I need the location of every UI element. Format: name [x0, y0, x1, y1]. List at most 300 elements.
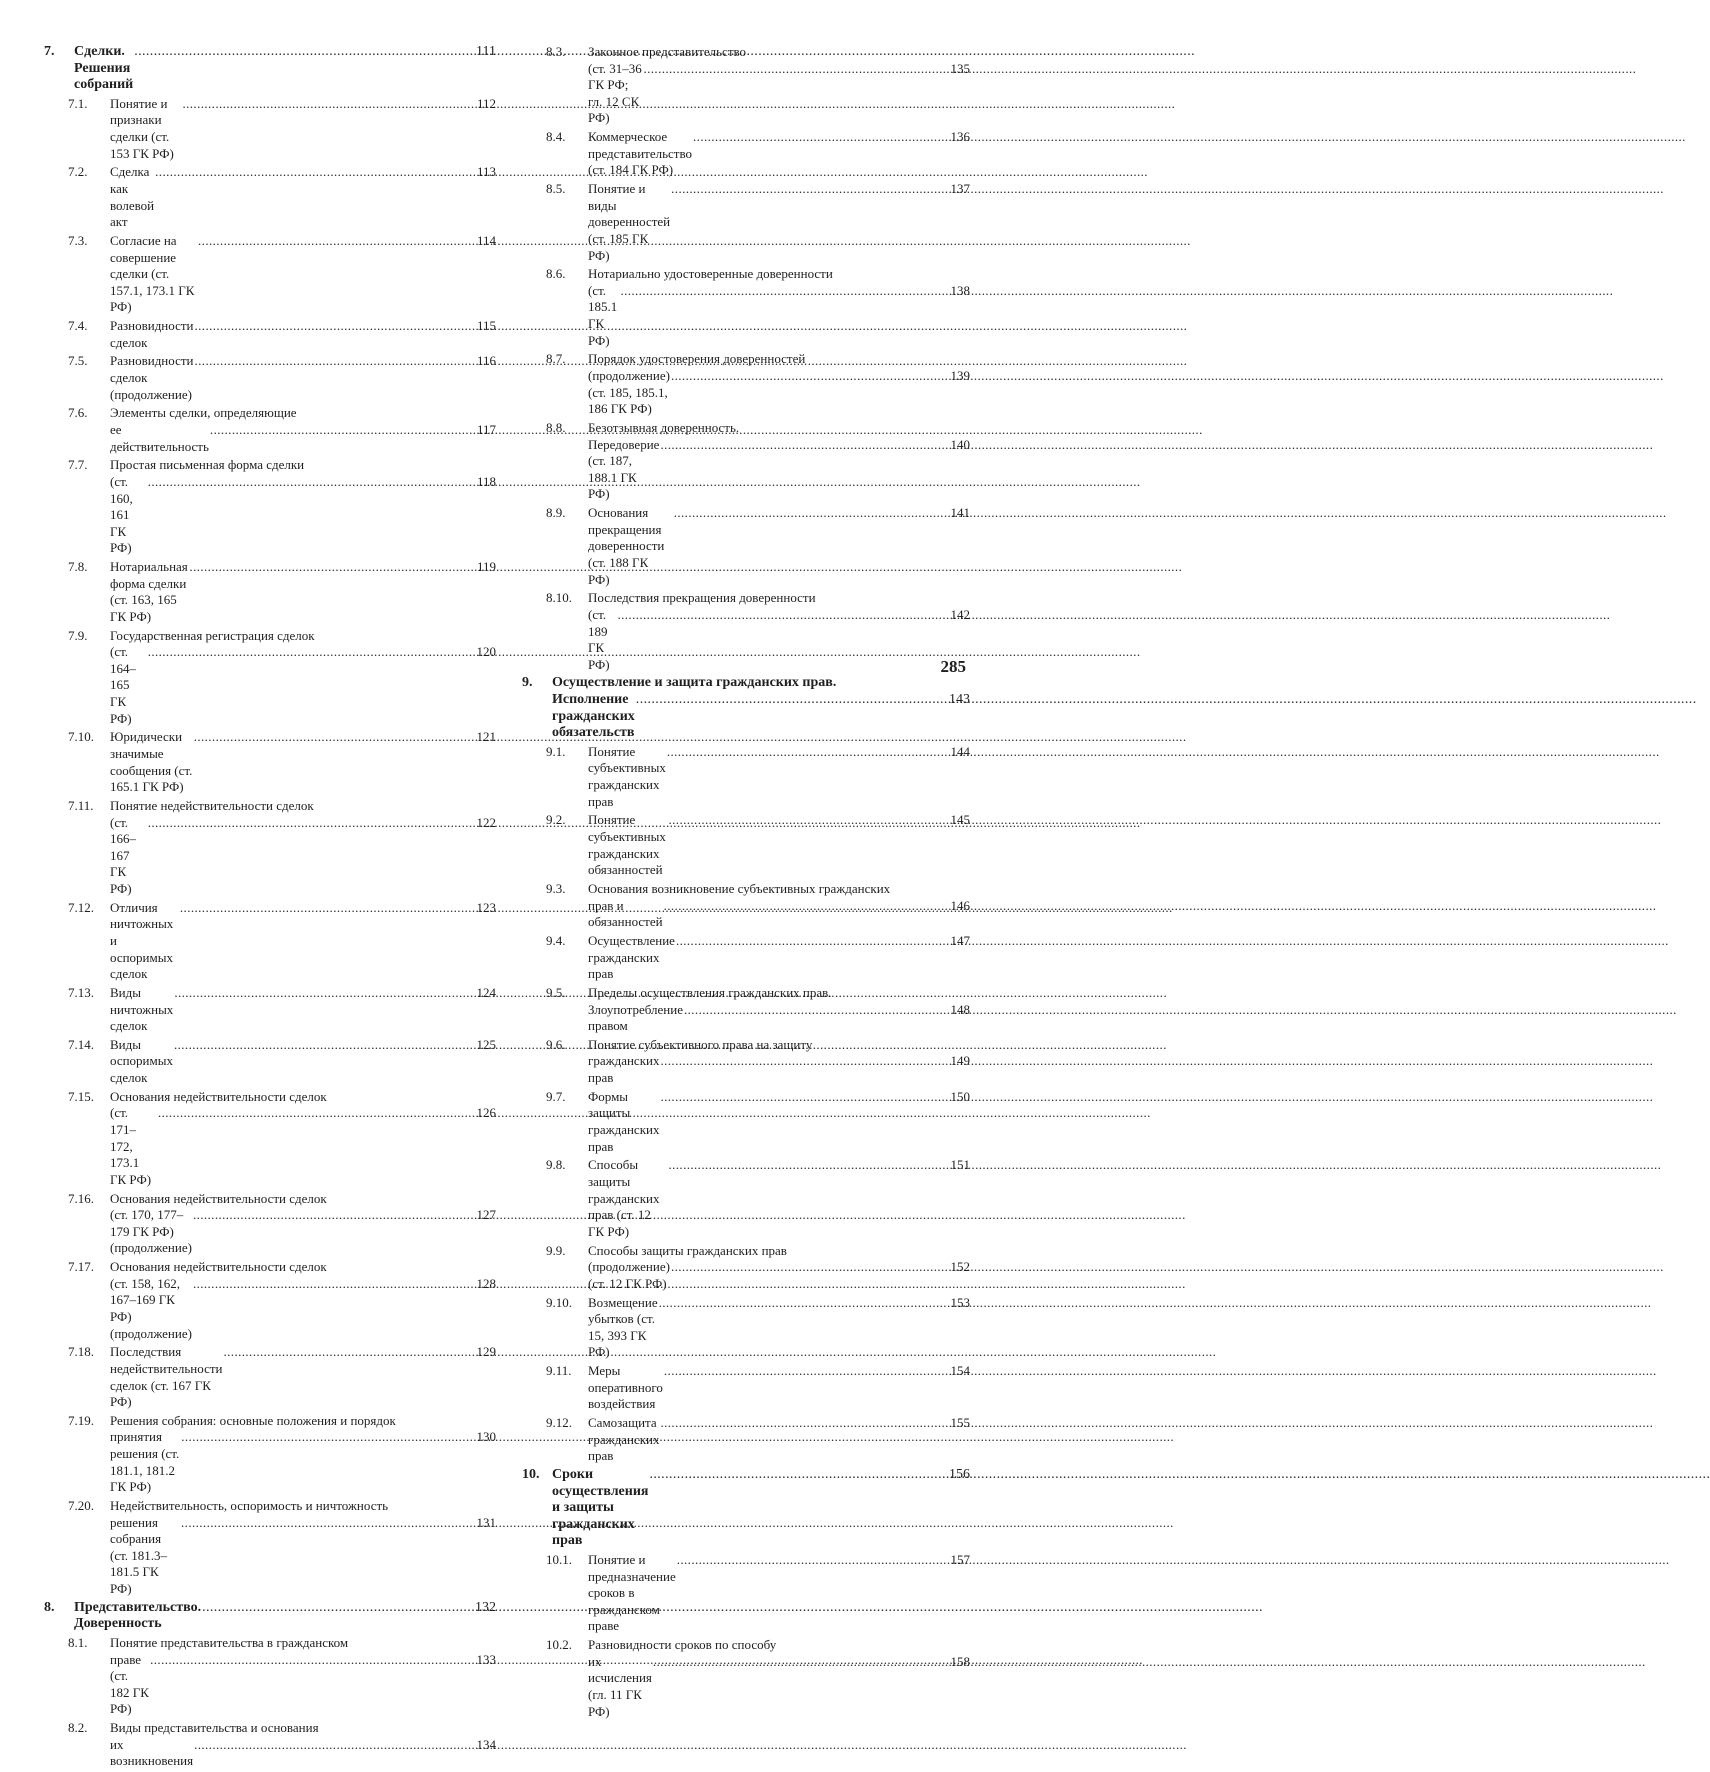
entry-body: [588, 812, 970, 878]
entry-title-last-line: [110, 318, 496, 351]
entry-title-last-line: [588, 1415, 970, 1465]
toc-section: [546, 812, 970, 878]
entry-page-number: 144: [950, 743, 970, 759]
entry-number: 8.10.: [546, 590, 572, 606]
entry-number: 7.13.: [68, 984, 94, 1000]
entry-title-line: (продолжение) (ст. 12 ГК РФ): [588, 1259, 670, 1291]
entry-page-number: 149: [950, 1053, 970, 1069]
entry-number: 7.19.: [68, 1412, 94, 1428]
entry-number: 8.3.: [546, 44, 566, 59]
toc-section: [68, 559, 496, 625]
entry-number: 9.: [522, 675, 533, 691]
toc-section: [546, 420, 970, 503]
entry-title-line: Основания недействительности сделок: [110, 1190, 327, 1206]
entry-title-line: Осуществление гражданских прав: [588, 932, 675, 982]
entry-number: 7.5.: [68, 353, 88, 369]
entry-number: 8.1.: [68, 1634, 88, 1650]
entry-title-last-line: [110, 1515, 496, 1598]
entry-title-line: Понятие субъективного права на защиту: [588, 1036, 813, 1052]
entry-title-last-line: [110, 96, 496, 162]
entry-title-last-line: [74, 1600, 496, 1633]
entry-title-line: Передоверие (ст. 187, 188.1 ГК РФ): [588, 436, 660, 502]
entry-title-line: Пределы осуществления гражданских прав.: [588, 984, 832, 1000]
page-number: 285: [940, 657, 966, 676]
entry-title-line: Представительство. Доверенность: [74, 1599, 202, 1632]
entry-page-number: 142: [950, 606, 970, 622]
dot-leader: [659, 1295, 950, 1312]
dot-leader: [671, 368, 950, 385]
entry-number: 8.8.: [546, 420, 566, 435]
entry-number: 9.6.: [546, 1036, 566, 1052]
entry-title-line: Нотариальная форма сделки (ст. 163, 165 ГК РФ): [110, 559, 188, 624]
toc-section: [68, 96, 496, 162]
toc-section: [68, 353, 496, 403]
dot-leader: [174, 985, 475, 1002]
entry-title-line: Основания недействительности сделок: [110, 1088, 327, 1104]
toc-section: [68, 798, 496, 898]
toc-section: [546, 881, 970, 931]
entry-body: [110, 1037, 496, 1087]
entry-page-number: 125: [476, 1036, 496, 1052]
entry-page-number: 114: [476, 232, 496, 248]
entry-title-line: Виды оспоримых сделок: [110, 1036, 173, 1086]
entry-body: [110, 457, 496, 557]
entry-title-line: их исчисления (гл. 11 ГК РФ): [588, 1653, 652, 1719]
toc-chapter: [40, 1600, 496, 1633]
dot-leader: [667, 744, 950, 761]
entry-number: 9.12.: [546, 1415, 572, 1431]
entry-title-line: Решения собрания: основные положения и порядок: [110, 1412, 396, 1428]
entry-title-last-line: [588, 1259, 970, 1292]
entry-number: 7.10.: [68, 729, 94, 745]
toc-section: [546, 1157, 970, 1240]
entry-number: 7.7.: [68, 457, 88, 473]
entry-page-number: 150: [950, 1088, 970, 1104]
toc-section: [68, 900, 496, 983]
entry-number: 7.15.: [68, 1088, 94, 1104]
toc-section: [68, 1191, 496, 1257]
entry-number: 7.9.: [68, 627, 88, 643]
toc-section: [546, 744, 970, 810]
entry-number: 7.: [44, 44, 55, 59]
entry-title-line: Виды представительства и основания: [110, 1720, 319, 1736]
toc-section: [546, 1552, 970, 1635]
toc-section: [68, 1413, 496, 1496]
dot-leader: [174, 1037, 476, 1054]
entry-title-line: Меры оперативного воздействия: [588, 1363, 663, 1412]
entry-body: [588, 1037, 970, 1087]
entry-title-line: Понятие субъективных гражданских прав: [588, 743, 666, 809]
entry-title-line: (ст. 164–165 ГК РФ): [110, 644, 136, 726]
entry-title-line: Элементы сделки, определяющие: [110, 405, 297, 421]
toc-chapter: [40, 44, 496, 94]
entry-title-last-line: [110, 1105, 496, 1188]
entry-page-number: 126: [476, 1105, 496, 1121]
entry-title-last-line: [588, 607, 970, 673]
entry-body: [110, 164, 496, 230]
entry-title-last-line: [588, 1295, 970, 1361]
entry-number: 7.14.: [68, 1036, 94, 1052]
entry-title-line: Сделка как волевой акт: [110, 164, 155, 230]
dot-leader: [194, 1737, 475, 1754]
dot-leader: [660, 1415, 949, 1432]
entry-page-number: 112: [476, 95, 496, 111]
entry-page-number: 158: [950, 1653, 970, 1669]
entry-title-line: (ст. 189 ГК РФ): [588, 606, 610, 672]
entry-number: 9.3.: [546, 880, 566, 896]
toc-section: [546, 1037, 970, 1087]
dot-leader: [180, 900, 476, 917]
entry-title-last-line: [110, 422, 496, 455]
toc-section: [68, 318, 496, 351]
entry-title-line: Понятие и предназначение сроков в гражданском праве: [588, 1552, 676, 1634]
entry-title-line: Понятие субъективных гражданских обязанностей: [588, 812, 666, 878]
entry-title-line: Способы защиты гражданских прав (ст. 12 ГК РФ): [588, 1157, 660, 1239]
entry-page-number: 116: [476, 353, 496, 369]
entry-body: [552, 675, 970, 741]
entry-title-line: Самозащита гражданских прав: [588, 1415, 660, 1464]
toc-section: [546, 1295, 970, 1361]
entry-title-last-line: [110, 1207, 496, 1257]
entry-title-line: решения собрания (ст. 181.3–181.5 ГК РФ): [110, 1514, 168, 1596]
entry-body: [588, 1415, 970, 1465]
toc-section: [68, 1498, 496, 1598]
entry-title-line: (ст. 185.1 ГК РФ): [588, 282, 618, 348]
toc-section: [546, 933, 970, 983]
entry-body: [588, 1157, 970, 1240]
entry-body: [588, 881, 970, 931]
dot-leader: [182, 96, 476, 113]
dot-leader: [181, 1515, 475, 1532]
entry-title-line: Осуществление и защита гражданских прав.: [552, 675, 837, 691]
entry-number: 8.: [44, 1599, 55, 1615]
dot-leader: [684, 1002, 950, 1019]
entry-title-line: Возмещение убытков (ст. 15, 393 ГК РФ): [588, 1294, 658, 1360]
entry-number: 9.11.: [546, 1363, 572, 1379]
entry-number: 10.1.: [546, 1552, 572, 1567]
toc-chapter: [518, 1467, 970, 1550]
toc-section: [546, 590, 970, 673]
entry-page-number: 134: [476, 1736, 496, 1752]
entry-title-last-line: [74, 44, 496, 94]
entry-title-last-line: [110, 164, 496, 230]
entry-number: 8.9.: [546, 505, 566, 521]
entry-title-line: Основания прекращения доверенности (ст. 188 ГК РФ): [588, 505, 665, 587]
entry-title-last-line: [588, 1363, 970, 1413]
entry-number: 8.6.: [546, 266, 566, 282]
entry-number: 8.5.: [546, 181, 566, 197]
toc-section: [68, 233, 496, 316]
entry-body: [110, 985, 496, 1035]
entry-number: 9.1.: [546, 743, 566, 759]
entry-number: 7.12.: [68, 899, 94, 915]
entry-title-line: Основания возникновение субъективных гражданских: [588, 880, 891, 896]
entry-number: 8.7.: [546, 351, 566, 367]
entry-body: [588, 44, 970, 127]
entry-page-number: 143: [949, 692, 970, 708]
entry-body: [110, 1498, 496, 1598]
dot-leader: [195, 318, 476, 335]
entry-title-line: Юридически значимые сообщения (ст. 165.1 ГК РФ): [110, 729, 193, 795]
toc-section: [68, 1635, 496, 1718]
toc-section: [68, 628, 496, 728]
entry-title-line: Способы защиты гражданских прав: [588, 1242, 787, 1258]
entry-page-number: 131: [476, 1514, 496, 1530]
dot-leader: [193, 1276, 476, 1293]
dot-leader: [660, 1089, 949, 1106]
entry-number: 7.16.: [68, 1190, 94, 1206]
entry-number: 10.2.: [546, 1637, 572, 1653]
entry-title-last-line: [110, 1344, 496, 1410]
entry-title-line: Разновидности сделок: [110, 318, 194, 350]
toc-section: [546, 985, 970, 1035]
entry-body: [588, 985, 970, 1035]
entry-title-line: Последствия недействительности сделок (ст. 167 ГК РФ): [110, 1344, 223, 1410]
entry-body: [110, 1720, 496, 1770]
toc-section: [546, 1415, 970, 1465]
toc-section: [546, 181, 970, 264]
dot-leader: [664, 1363, 950, 1380]
entry-title-line: Понятие недействительности сделок: [110, 798, 314, 813]
entry-title-last-line: [588, 744, 970, 810]
entry-title-line: прав и обязанностей: [588, 897, 663, 930]
entry-title-last-line: [588, 437, 970, 503]
entry-page-number: 118: [476, 473, 496, 489]
entry-title-last-line: [110, 1652, 496, 1718]
entry-title-line: (ст. 170, 177–179 ГК РФ) (продолжение): [110, 1207, 192, 1256]
entry-title-last-line: [110, 1037, 496, 1087]
dot-leader: [660, 1053, 949, 1070]
entry-page-number: 123: [476, 899, 496, 915]
toc-section: [68, 1259, 496, 1342]
dot-leader: [210, 422, 476, 439]
entry-title-last-line: [588, 1053, 970, 1086]
entry-body: [588, 266, 970, 349]
dot-leader: [195, 353, 476, 370]
entry-body: [110, 798, 496, 898]
dot-leader: [181, 1429, 475, 1446]
entry-title-last-line: [588, 1002, 970, 1035]
entry-body: [588, 1552, 970, 1635]
entry-page-number: 139: [950, 368, 970, 384]
entry-body: [74, 1600, 496, 1633]
entry-page-number: 135: [950, 60, 970, 76]
toc-section: [68, 729, 496, 795]
entry-title-last-line: [110, 729, 496, 795]
entry-page-number: 120: [476, 644, 496, 660]
entry-body: [110, 1089, 496, 1189]
entry-title-line: гражданских прав: [588, 1053, 660, 1086]
entry-number: 10.: [522, 1467, 540, 1483]
dot-leader: [671, 181, 949, 198]
toc-section: [68, 1037, 496, 1087]
entry-page-number: 148: [950, 1001, 970, 1017]
entry-title-line: (ст. 166–167 ГК РФ): [110, 814, 136, 896]
dot-leader: [674, 505, 950, 522]
entry-body: [588, 1637, 970, 1720]
entry-title-last-line: [110, 900, 496, 983]
entry-title-line: Государственная регистрация сделок: [110, 627, 315, 643]
entry-title-last-line: [588, 283, 970, 349]
dot-leader: [202, 1600, 474, 1617]
entry-title-line: Законное представительство: [588, 44, 747, 59]
entry-page-number: 132: [475, 1599, 496, 1615]
entry-page-number: 129: [476, 1344, 496, 1360]
entry-title-last-line: [110, 644, 496, 727]
entry-title-last-line: [588, 1157, 970, 1240]
entry-body: [110, 353, 496, 403]
entry-title-line: Недействительность, оспоримость и ничтожность: [110, 1498, 389, 1514]
entry-title-last-line: [588, 1089, 970, 1155]
dot-leader: [189, 559, 476, 576]
toc-right-column: [518, 44, 970, 1722]
entry-page-number: 119: [476, 559, 496, 575]
entry-page-number: 147: [950, 932, 970, 948]
entry-number: 7.3.: [68, 232, 88, 248]
entry-body: [588, 1243, 970, 1293]
entry-page-number: 113: [476, 164, 496, 180]
entry-title-line: Сделки. Решения собраний: [74, 44, 134, 93]
entry-title-last-line: [552, 692, 970, 742]
entry-title-line: (ст. 160, 161 ГК РФ): [110, 473, 133, 556]
entry-page-number: 115: [476, 318, 496, 334]
entry-body: [110, 1259, 496, 1342]
entry-body: [110, 405, 496, 455]
entry-title-line: (продолжение) (ст. 185, 185.1, 186 ГК РФ): [588, 368, 670, 417]
entry-title-line: Нотариально удостоверенные доверенности: [588, 266, 833, 282]
entry-title-line: ее действительность: [110, 422, 209, 454]
dot-leader: [617, 607, 949, 624]
entry-title-line: Разновидности сделок (продолжение): [110, 353, 194, 402]
entry-title-last-line: [588, 129, 970, 179]
entry-body: [110, 96, 496, 162]
entry-body: [110, 559, 496, 625]
entry-body: [588, 1089, 970, 1155]
entry-title-last-line: [588, 812, 970, 878]
entry-body: [588, 129, 970, 179]
entry-page-number: 151: [950, 1157, 970, 1173]
toc-left-column: [40, 44, 496, 1772]
entry-title-line: Формы защиты гражданских прав: [588, 1088, 660, 1154]
dot-leader: [693, 129, 949, 146]
entry-title-line: Безотзывная доверенность.: [588, 420, 740, 435]
entry-number: 7.8.: [68, 559, 88, 575]
dot-leader: [148, 474, 476, 491]
dot-leader: [224, 1344, 476, 1361]
entry-title-line: Понятие и признаки сделки (ст. 153 ГК РФ): [110, 95, 174, 161]
entry-body: [110, 1191, 496, 1257]
entry-page-number: 136: [950, 129, 970, 145]
entry-title-last-line: [588, 181, 970, 264]
dot-leader: [150, 1652, 475, 1669]
toc-section: [546, 1363, 970, 1413]
entry-number: 9.5.: [546, 984, 566, 1000]
entry-title-line: Простая письменная форма сделки: [110, 457, 305, 473]
entry-page-number: 153: [950, 1294, 970, 1310]
entry-page-number: 111: [476, 44, 496, 59]
entry-page-number: 127: [476, 1207, 496, 1223]
dot-leader: [194, 729, 476, 746]
entry-page-number: 122: [476, 814, 496, 830]
dot-leader: [193, 1207, 476, 1224]
toc-section: [546, 266, 970, 349]
dot-leader: [677, 1552, 950, 1569]
entry-title-line: (ст. 31–36 ГК РФ; гл. 12 СК РФ): [588, 60, 642, 126]
entry-title-line: Исполнение гражданских обязательств: [552, 692, 635, 741]
entry-title-line: Понятие представительства в гражданском: [110, 1634, 349, 1650]
entry-number: 9.10.: [546, 1294, 572, 1310]
entry-page-number: 130: [476, 1429, 496, 1445]
entry-body: [110, 318, 496, 351]
toc-section: [546, 1243, 970, 1293]
entry-number: 9.4.: [546, 932, 566, 948]
entry-title-line: их возникновения: [110, 1736, 194, 1769]
entry-number: 7.6.: [68, 405, 88, 421]
entry-page-number: 140: [950, 436, 970, 452]
entry-body: [588, 744, 970, 810]
dot-leader: [668, 1157, 949, 1174]
dot-leader: [198, 233, 476, 250]
toc-section: [68, 1344, 496, 1410]
entry-number: 7.2.: [68, 164, 88, 180]
entry-number: 7.20.: [68, 1498, 94, 1514]
toc-chapter: [518, 675, 970, 741]
entry-body: [588, 933, 970, 983]
toc-section: [546, 129, 970, 179]
entry-page-number: 117: [476, 422, 496, 437]
entry-title-line: Порядок удостоверения доверенностей: [588, 351, 806, 367]
entry-body: [588, 1295, 970, 1361]
entry-body: [110, 1635, 496, 1718]
entry-page-number: 133: [476, 1651, 496, 1667]
entry-number: 8.2.: [68, 1720, 88, 1736]
entry-body: [588, 590, 970, 673]
entry-title-line: праве (ст. 182 ГК РФ): [110, 1651, 149, 1717]
entry-title-last-line: [110, 1429, 496, 1495]
dot-leader: [660, 437, 949, 454]
entry-body: [552, 1467, 970, 1550]
entry-title-last-line: [588, 898, 970, 931]
entry-body: [110, 1344, 496, 1410]
entry-title-last-line: [588, 505, 970, 588]
entry-page-number: 145: [950, 812, 970, 828]
dot-leader: [148, 815, 476, 832]
entry-number: 8.4.: [546, 129, 566, 145]
entry-body: [588, 420, 970, 503]
toc-section: [546, 505, 970, 588]
dot-leader: [158, 1105, 476, 1122]
toc-section: [546, 44, 970, 127]
entry-title-last-line: [588, 61, 970, 127]
dot-leader: [664, 898, 950, 915]
entry-body: [110, 900, 496, 983]
entry-number: 7.4.: [68, 318, 88, 334]
entry-page-number: 152: [950, 1259, 970, 1275]
entry-number: 7.18.: [68, 1344, 94, 1360]
dot-leader: [636, 692, 948, 709]
entry-title-last-line: [110, 559, 496, 625]
entry-page-number: 121: [476, 729, 496, 745]
entry-title-line: Основания недействительности сделок: [110, 1259, 327, 1275]
entry-page-number: 128: [476, 1275, 496, 1291]
entry-number: 7.1.: [68, 95, 88, 111]
entry-body: [110, 729, 496, 795]
entry-page-number: 155: [950, 1415, 970, 1431]
dot-leader: [620, 283, 949, 300]
entry-title-line: Виды ничтожных сделок: [110, 984, 174, 1034]
entry-page-number: 157: [950, 1552, 970, 1567]
dot-leader: [669, 812, 950, 829]
